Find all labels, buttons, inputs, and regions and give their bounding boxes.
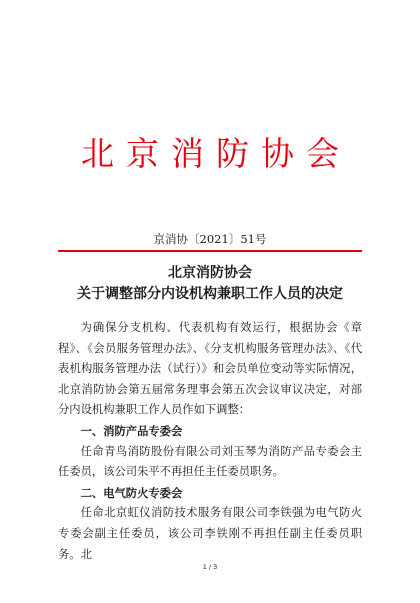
section-text-2: 任命北京虹仪消防技术服务有限公司李铁强为电气防火专委会副主任委员，该公司李铁刚不再担任副主任委员职务。北 [58, 506, 362, 561]
red-divider-line [58, 250, 362, 252]
section-heading-2: 二、电气防火专委会 [80, 485, 183, 500]
document-number: 京消协〔2021〕51号 [153, 232, 267, 246]
document-title-line-1: 北京消防协会 [168, 265, 252, 281]
org-title: 北京消防协会 [81, 134, 351, 173]
page-number: 1 / 3 [202, 563, 218, 571]
section-heading-1: 一、消防产品专委会 [80, 423, 183, 438]
document-body [58, 318, 362, 565]
document-title-line-2: 关于调整部分内设机构兼职工作人员的决定 [77, 286, 343, 302]
body-paragraph: 为确保分支机构、代表机构有效运行，根据协会《章程》、《会员服务管理办法》、《分支机构服务管理办法》、《代表机构服务管理办法（试行）》和会员单位变动等实际情况，北京消防协会第五届常务理事会第五次会议审议决定，对部分内设机构兼职工作人员作如下调整： [58, 321, 362, 417]
section-text-1: 任命青鸟消防股份有限公司刘玉琴为消防产品专委会主任委员，该公司朱平不再担任主任委员职务。 [58, 444, 362, 479]
